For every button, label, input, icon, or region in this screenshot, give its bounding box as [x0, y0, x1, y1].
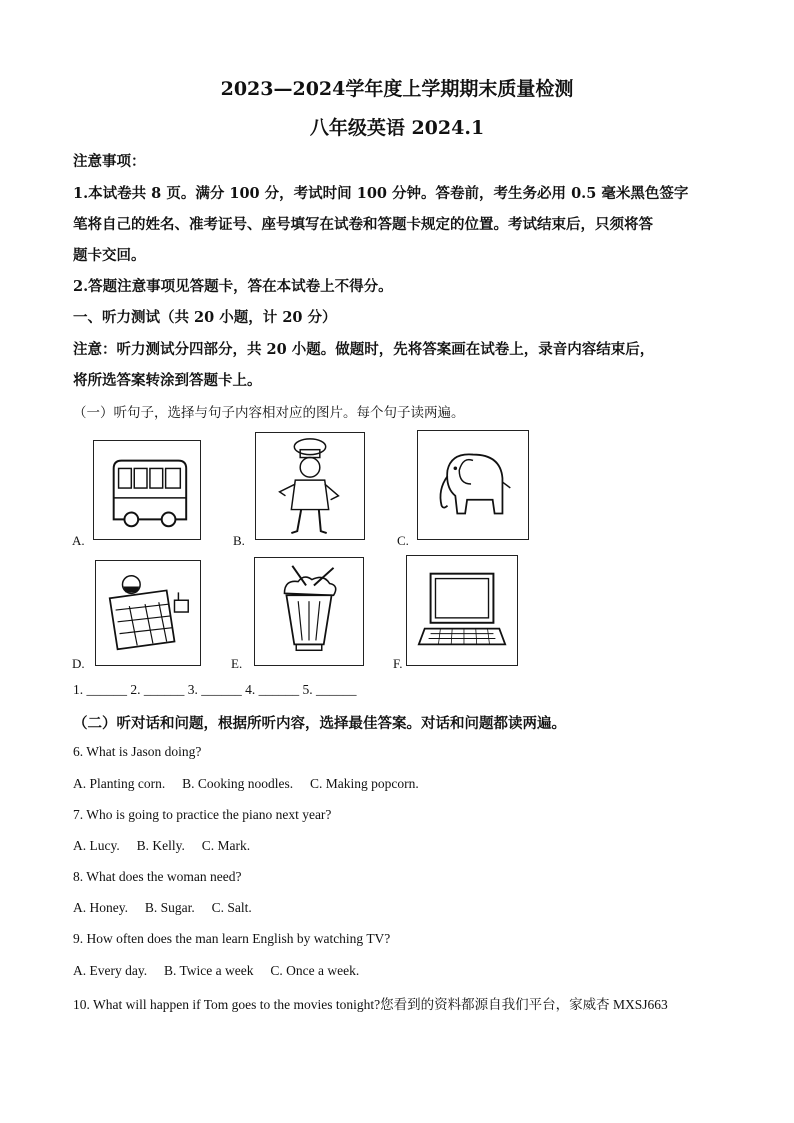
- part2-instruction: （二）听对话和问题，根据所听内容，选择最佳答案。对话和问题都读两遍。: [73, 715, 566, 732]
- exam-title: 2023—2024学年度上学期期末质量检测: [220, 78, 574, 100]
- question-8-options: A. Honey. B. Sugar. C. Salt.: [73, 900, 252, 915]
- picture-label-b: B.: [233, 533, 245, 548]
- notes-line-1c: 题卡交回。: [73, 247, 146, 264]
- picture-c: [417, 430, 529, 540]
- section1-note-a: 注意：听力测试分四部分，共 20 小题。做题时，先将答案画在试卷上，录音内容结束后，: [73, 341, 655, 358]
- answer-blanks-1-5: 1. ______ 2. ______ 3. ______ 4. ______ 5. ______: [73, 682, 357, 697]
- question-9: 9. How often does the man learn English by watching TV?: [73, 931, 391, 946]
- exam-subtitle: 八年级英语 2024.1: [309, 117, 485, 139]
- question-7: 7. Who is going to practice the piano next year?: [73, 807, 332, 822]
- laptop-icon: [407, 556, 517, 665]
- bus-icon: [94, 441, 200, 539]
- chef-icon: [256, 433, 364, 539]
- picture-label-e: E.: [231, 656, 243, 671]
- section1-note-b: 将所选答案转涂到答题卡上。: [73, 372, 262, 389]
- question-9-options: A. Every day. B. Twice a week C. Once a week.: [73, 963, 360, 978]
- question-10: 10. What will happen if Tom goes to the movies tonight?您看到的资料都源自我们平台，家威杏 MXSJ663: [73, 997, 668, 1012]
- picture-f: [406, 555, 518, 666]
- section1-heading: 一、听力测试（共 20 小题，计 20 分）: [73, 309, 337, 326]
- notes-line-1a: 1.本试卷共 8 页。满分 100 分，考试时间 100 分钟。答卷前，考生务必用 0.5 毫米黑色签字: [73, 185, 689, 202]
- notes-line-2: 2.答题注意事项见答题卡，答在本试卷上不得分。: [73, 278, 393, 295]
- elephant-icon: [418, 431, 528, 539]
- part1-instruction: （一）听句子，选择与句子内容相对应的图片。每个句子读两遍。: [73, 405, 465, 421]
- sick-in-bed-icon: [96, 561, 200, 665]
- notes-line-1b: 笔将自己的姓名、准考证号、座号填写在试卷和答题卡规定的位置。考试结束后，只须将答: [73, 216, 653, 233]
- picture-label-c: C.: [397, 533, 409, 548]
- question-8: 8. What does the woman need?: [73, 869, 242, 884]
- picture-d: [95, 560, 201, 666]
- picture-label-a: A.: [72, 533, 85, 548]
- question-6-options: A. Planting corn. B. Cooking noodles. C. Making popcorn.: [73, 776, 419, 791]
- question-6: 6. What is Jason doing?: [73, 744, 202, 759]
- picture-b: [255, 432, 365, 540]
- question-7-options: A. Lucy. B. Kelly. C. Mark.: [73, 838, 251, 853]
- notes-heading: 注意事项：: [73, 153, 146, 170]
- picture-e: [254, 557, 364, 666]
- picture-label-f: F.: [393, 656, 403, 671]
- picture-label-d: D.: [72, 656, 85, 671]
- milkshake-icon: [255, 558, 363, 665]
- picture-a: [93, 440, 201, 540]
